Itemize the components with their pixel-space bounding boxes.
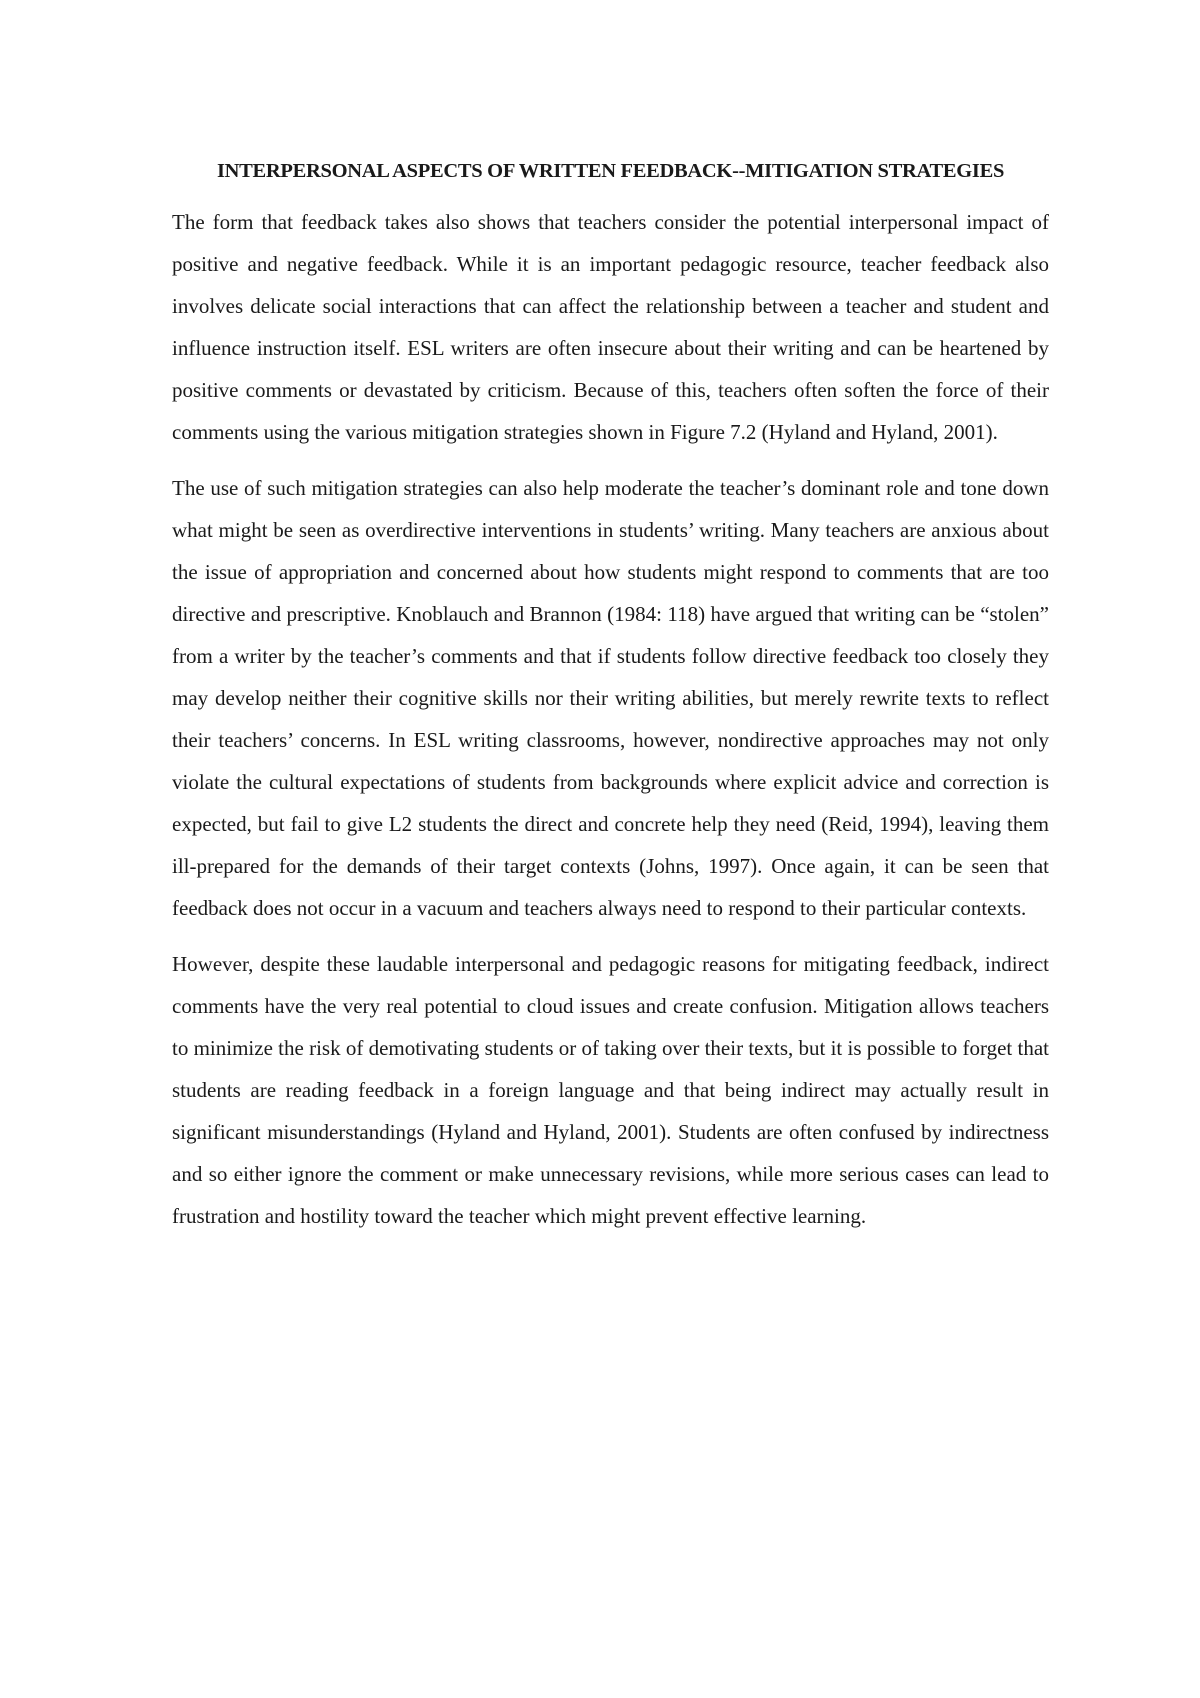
paragraph-2: The use of such mitigation strategies can also help moderate the teacher’s dominant role and tone down what might be seen as overdirective interventions in students’ writing. Many teachers are anxious about the issue of appropriation and concerned about how students might respond to comments that are too directive and prescriptive. Knoblauch and Brannon (1984: 118) have argued that writing can be “stolen” from a writer by the teacher’s comments and that if students follow directive feedback too closely they may develop neither their cognitive skills nor their writing abilities, but merely rewrite texts to reflect their teachers’ concerns. In ESL writing classrooms, however, nondirective approaches may not only violate the cultural expectations of students from backgrounds where explicit advice and correction is expected, but fail to give L2 students the direct and concrete help they need (Reid, 1994), leaving them ill-prepared for the demands of their target contexts (Johns, 1997). Once again, it can be seen that feedback does not occur in a vacuum and teachers always need to respond to their particular contexts. xyxy=(172,476,1049,920)
paragraph-1: The form that feedback takes also shows that teachers consider the potential interpersonal impact of positive and negative feedback. While it is an important pedagogic resource, teacher feedback also involves delicate social interactions that can affect the relationship between a teacher and student and influence instruction itself. ESL writers are often insecure about their writing and can be heartened by positive comments or devastated by criticism. Because of this, teachers often soften the force of their comments using the various mitigation strategies shown in Figure 7.2 (Hyland and Hyland, 2001). xyxy=(172,210,1049,444)
paragraph-3: However, despite these laudable interpersonal and pedagogic reasons for mitigating feedback, indirect comments have the very real potential to cloud issues and create confusion. Mitigation allows teachers to minimize the risk of demotivating students or of taking over their texts, but it is possible to forget that students are reading feedback in a foreign language and that being indirect may actually result in significant misunderstandings (Hyland and Hyland, 2001). Students are often confused by indirectness and so either ignore the comment or make unnecessary revisions, while more serious cases can lead to frustration and hostility toward the teacher which might prevent effective learning. xyxy=(172,952,1049,1228)
document-body xyxy=(172,150,1049,1251)
document-title: INTERPERSONAL ASPECTS OF WRITTEN FEEDBACK--MITIGATION STRATEGIES xyxy=(216,160,1005,182)
